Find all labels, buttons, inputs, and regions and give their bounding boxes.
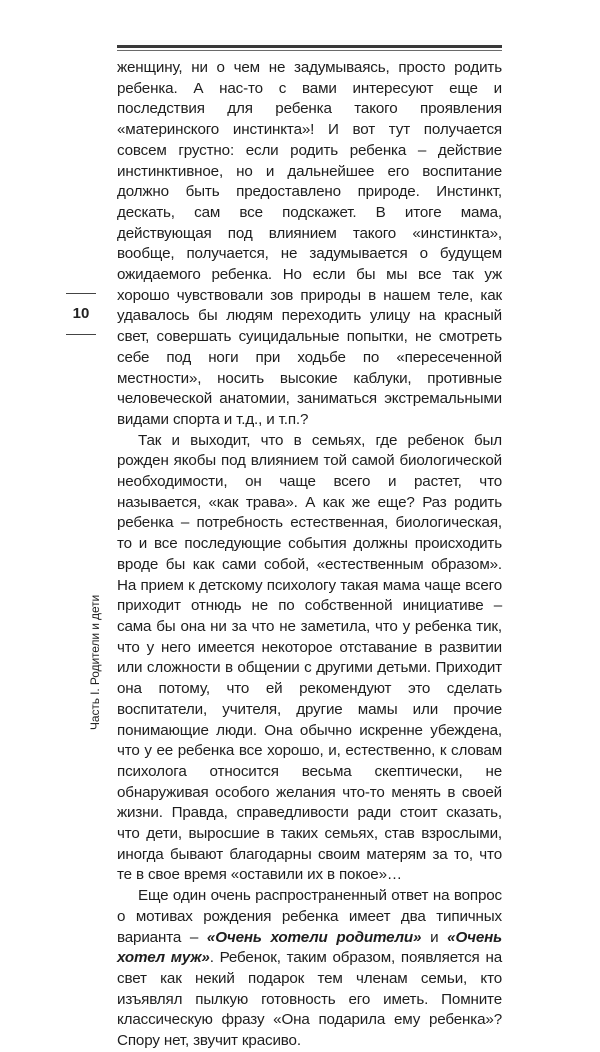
emphasis-parents: «Очень хотели родители» bbox=[206, 928, 422, 946]
page-number-rule-top bbox=[66, 293, 96, 294]
page-number-block bbox=[66, 293, 96, 335]
page-number-rule-bottom bbox=[66, 334, 96, 335]
paragraph-3-part-c: . Ребенок, таким образом, появляется на свет как некий подарок тем членам семьи, кто изъявлял пылкую готовность его иметь. Помните классическую фразу «Она подарила ему ребенка»? Спору нет, звучит красиво. bbox=[117, 949, 502, 1050]
paragraph-3-part-a: Еще один очень распространенный ответ на вопрос о мотивах рождения ребенка имеет два типичных варианта – bbox=[117, 887, 502, 946]
body-text bbox=[117, 58, 502, 1052]
header-rule-thick bbox=[117, 45, 502, 48]
emphasis-husband: «Очень хотел муж» bbox=[117, 928, 503, 967]
paragraph-2: Так и выходит, что в семьях, где ребенок был рожден якобы под влиянием той самой биологической необходимости, он чаще всего и растет, что называется, «как трава». А как же еще? Раз родить ребенка – потребность естественная, биологическая, то и все последующие события должны происходить вроде бы как сами собой, «естественным образом». На прием к детскому психологу такая мама чаще всего приходит отнюдь не по собственной инициативе – сама бы она ни за что не заметила, что у ребенка тик, что у него имеется некоторое отставание в развитии или сложности в общении с другими детьми. Приходит она потому, что ей рекомендуют это сделать воспитатели, учителя, другие мамы или прочие понимающие люди. Она обычно искренне убеждена, что у ее ребенка все хорошо, и, естественно, к словам психолога относится весьма скептически, не обнаруживая особого желания что-то менять в своей жизни. Правда, справедливости ради стоит сказать, что дети, выросшие в таких семьях, став взрослыми, иногда бывают благодарны своим матерям за то, что те в свое время «оставили их в покое»… bbox=[117, 431, 502, 884]
page-number: 10 bbox=[72, 305, 90, 322]
paragraph-3 bbox=[117, 886, 502, 1052]
running-head: Часть I. Родители и дети bbox=[88, 594, 102, 730]
paragraph-3-part-b: и bbox=[421, 928, 448, 946]
paragraph-1: женщину, ни о чем не задумываясь, просто родить ребенка. А нас-то с вами интересуют еще и последствия для ребенка такого проявления «материнского инстинкта»! И вот тут получается совсем грустно: если родить ребенка – действие инстинктивное, но и дальнейшее его воспитание должно быть предоставлено природе. Инстинкт, дескать, сам все подскажет. В итоге мама, действующая под влиянием такого «инстинкта», вообще, получается, не задумывается о будущем ожидаемого ребенка. Но если бы мы все так уж хорошо чувствовали зов природы в нашем теле, как удавалось бы людям переходить улицу на красный свет, совершать суицидальные попытки, не смотреть себе под ноги при ходьбе по «пересеченной местности», носить высокие каблуки, противные человеческой анатомии, заниматься экстремальными видами спорта и т.д., и т.п.? bbox=[117, 59, 502, 428]
header-rule-thin bbox=[117, 50, 502, 51]
